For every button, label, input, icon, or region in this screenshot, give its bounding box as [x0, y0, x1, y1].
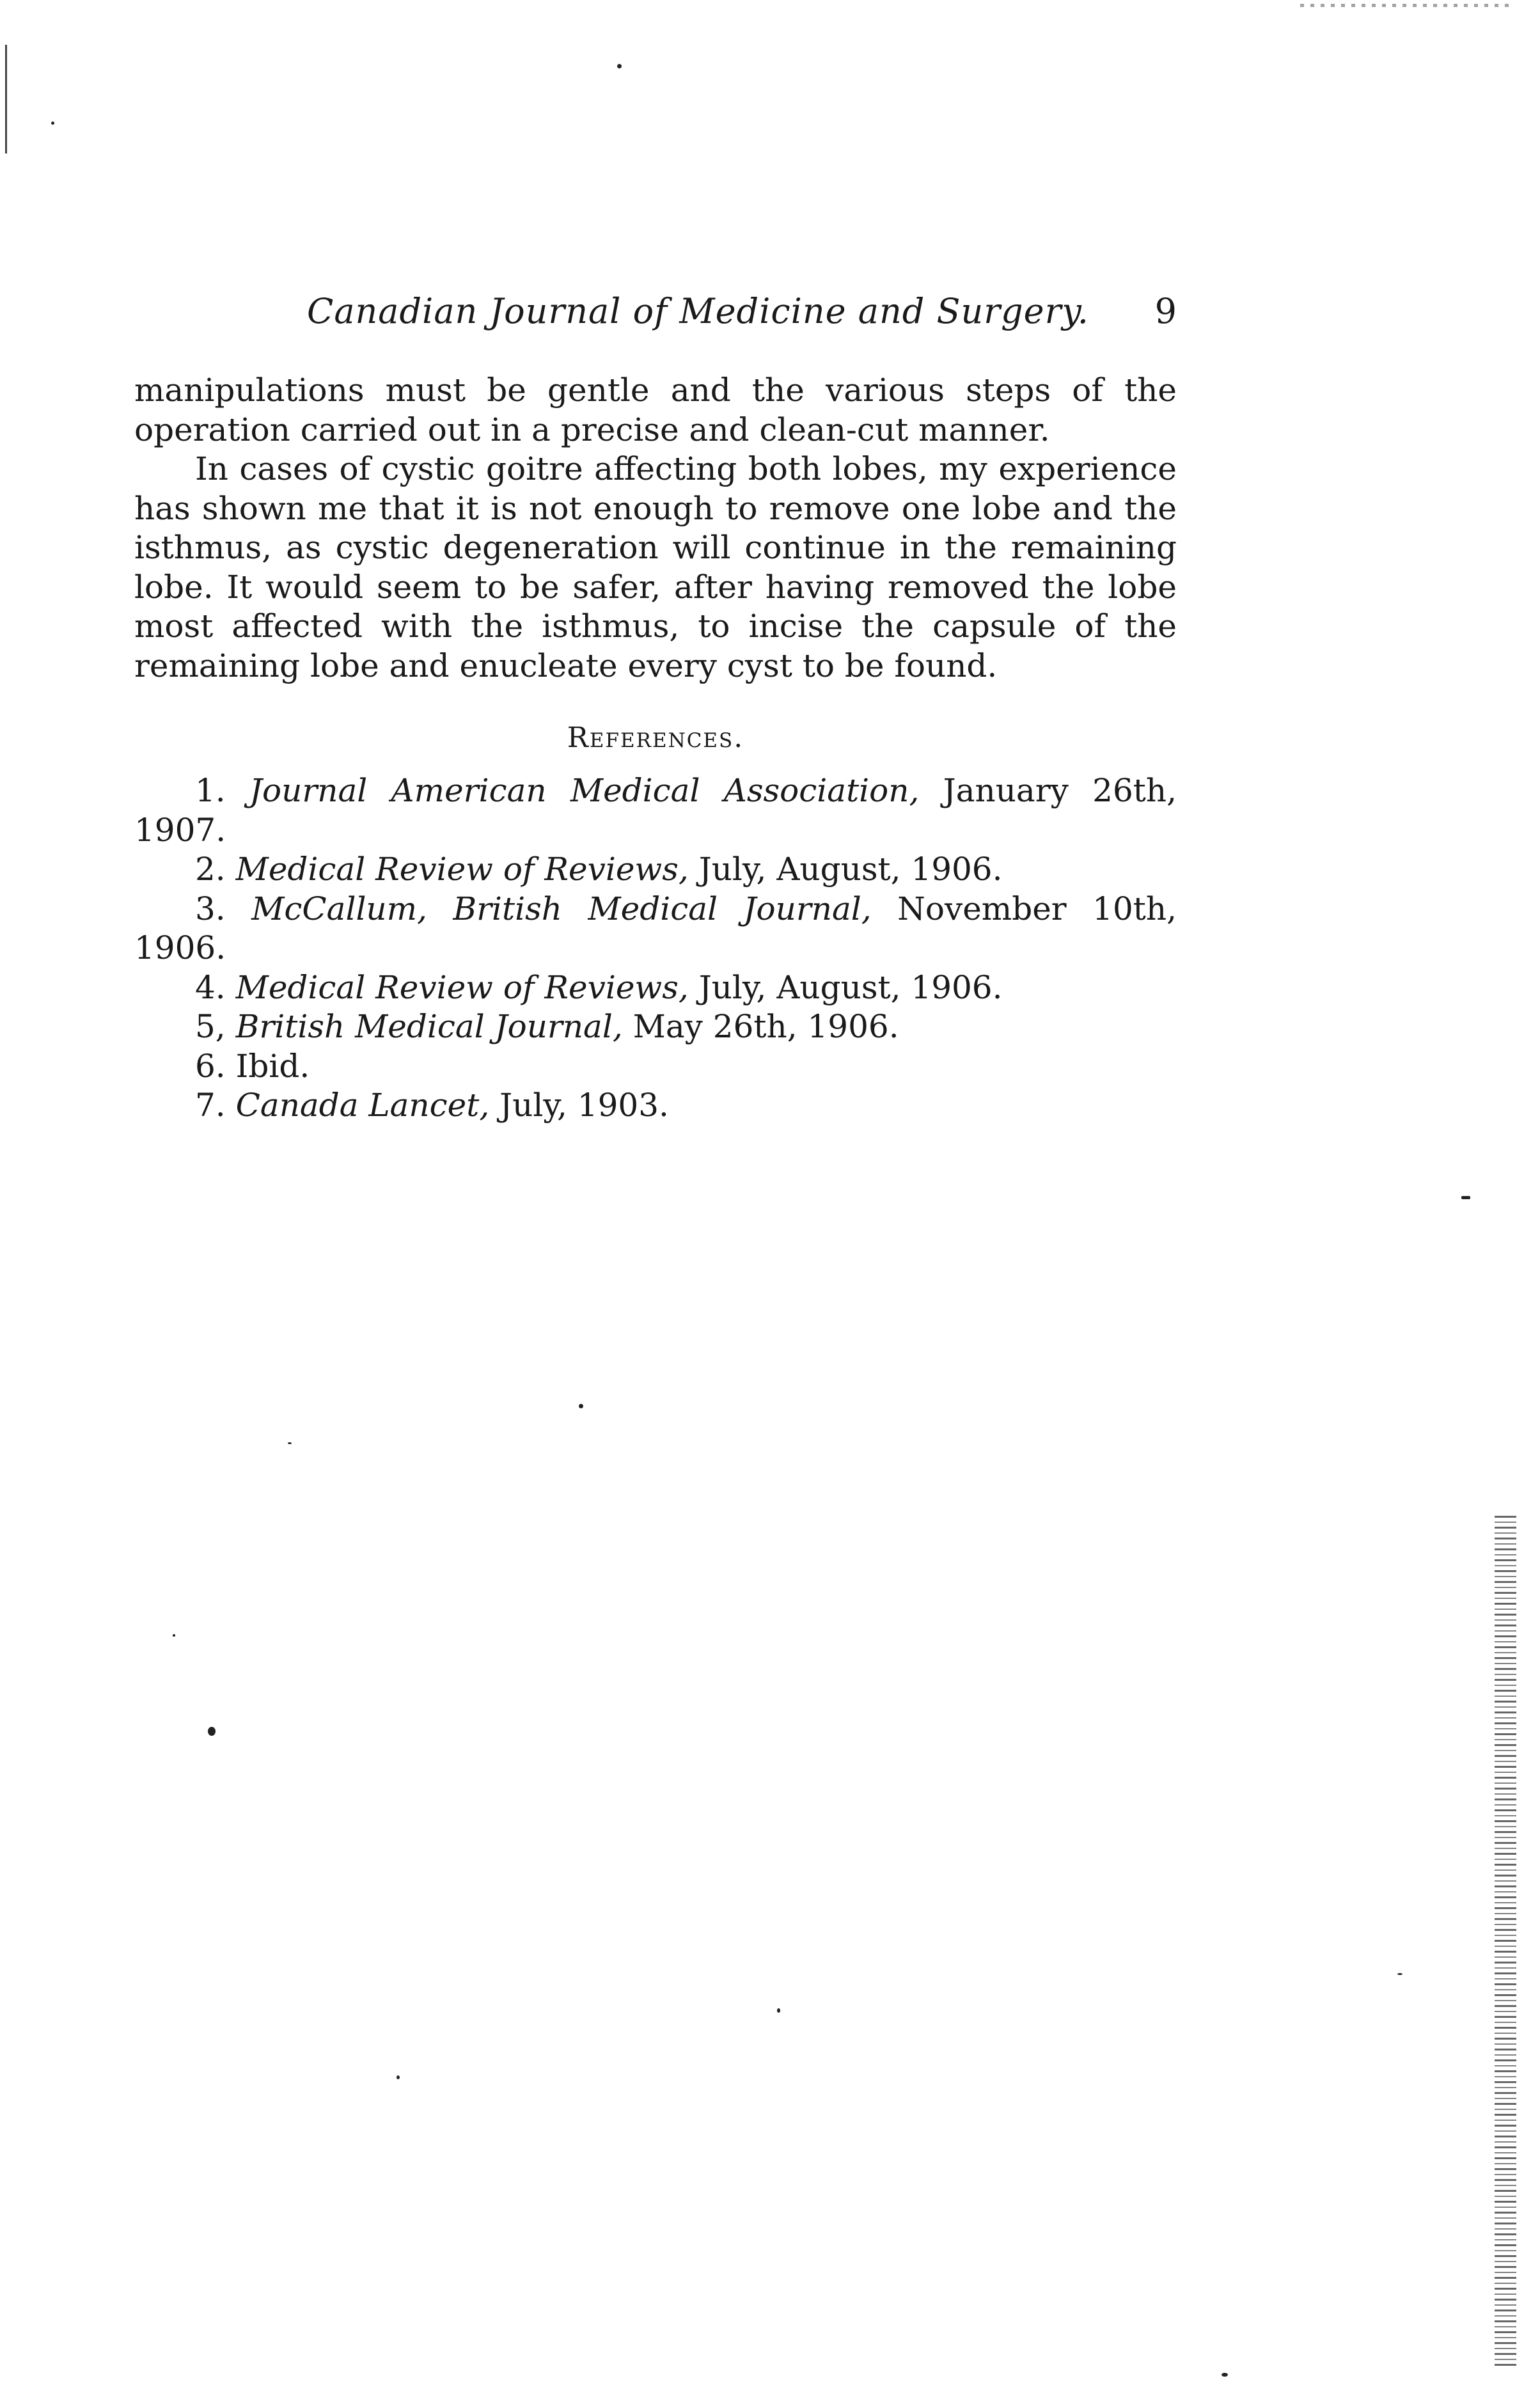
reference-source: Medical Review of Reviews, — [235, 851, 689, 888]
scan-speck — [1222, 2373, 1228, 2377]
reference-detail: July, August, 1906. — [698, 968, 1003, 1006]
references-list — [134, 771, 1177, 1126]
scan-speck — [1397, 1973, 1402, 1975]
reference-item — [134, 890, 1177, 968]
scan-noise-top — [1300, 4, 1511, 7]
reference-number: 5, — [195, 1008, 226, 1045]
reference-item — [134, 850, 1177, 890]
paragraph-1: manipulations must be gentle and the various steps of the operation carried out in a precise and clean-cut manner. — [134, 372, 1177, 448]
reference-detail: January 26th, 1907. — [134, 772, 1177, 849]
reference-source: British Medical Journal, — [235, 1008, 623, 1045]
reference-detail: July, August, 1906. — [698, 851, 1003, 888]
scan-speck — [1461, 1196, 1470, 1199]
scan-speck — [397, 2075, 400, 2079]
reference-detail: July, 1903. — [499, 1087, 669, 1124]
scan-edge-left — [5, 45, 7, 153]
scan-speck — [777, 2008, 780, 2013]
reference-detail: Ibid. — [235, 1047, 310, 1085]
reference-item — [134, 1047, 1177, 1087]
reference-item — [134, 968, 1177, 1008]
scan-speck — [173, 1634, 175, 1637]
running-header — [134, 291, 1177, 336]
reference-item — [134, 1007, 1177, 1047]
reference-number: 1. — [195, 772, 226, 809]
reference-detail: November 10th, 1906. — [134, 890, 1177, 966]
paragraph-2: In cases of cystic goitre affecting both lobes, my experience has shown me that it is not enough to remove one lobe and the isthmus, as cystic degeneration will continue in the remaining lobe. It would seem to be safer, after having removed the lobe most affected with the isthmus, to incise the capsule of the remaining lobe and enucleate every cyst to be found. — [134, 450, 1177, 684]
reference-number: 3. — [195, 890, 226, 927]
reference-detail: May 26th, 1906. — [632, 1008, 899, 1045]
reference-source: McCallum, British Medical Journal, — [251, 890, 872, 927]
scan-speck — [51, 122, 54, 125]
scan-speck — [288, 1442, 292, 1444]
scan-speck — [208, 1727, 216, 1736]
scan-edge-right — [1495, 1516, 1516, 2366]
reference-item — [134, 771, 1177, 850]
reference-source: Medical Review of Reviews, — [235, 968, 689, 1006]
references-heading: References. — [567, 721, 744, 754]
page-number: 9 — [1154, 291, 1177, 331]
body-text — [134, 371, 1177, 686]
scan-speck — [579, 1404, 583, 1408]
reference-number: 6. — [195, 1047, 226, 1085]
scan-speck — [617, 64, 622, 68]
reference-number: 7. — [195, 1087, 226, 1124]
journal-title: Canadian Journal of Medicine and Surgery. — [307, 291, 1089, 331]
reference-number: 2. — [195, 851, 226, 888]
reference-source: Canada Lancet, — [235, 1087, 490, 1124]
reference-item — [134, 1086, 1177, 1126]
reference-number: 4. — [195, 968, 226, 1006]
reference-source: Journal American Medical Association, — [249, 772, 920, 809]
